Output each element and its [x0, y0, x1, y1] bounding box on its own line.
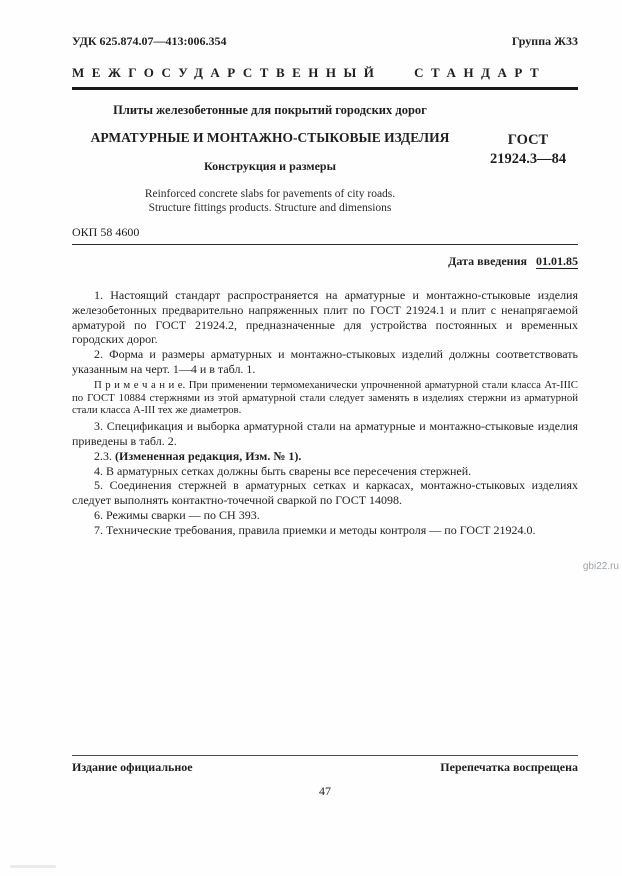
paragraph-note: П р и м е ч а н и е. При применении термомеханически упрочненной арматурной стали класса Ат-IIIС по ГОСТ 10884 стержнями из этой арматурной стали следует заменять в изделиях стержни из арматурной стали класса А-III тех же диаметров. — [72, 378, 578, 417]
title-left-column — [72, 103, 478, 215]
group-code: Группа Ж33 — [511, 34, 578, 48]
footer-notices — [72, 760, 578, 775]
date-label: Дата введения — [448, 254, 527, 268]
document-header — [72, 34, 578, 49]
date-value: 01.01.85 — [536, 254, 578, 268]
document-subtitle: Конструкция и размеры — [204, 159, 336, 173]
english-title-line1: Reinforced concrete slabs for pavements of city roads. — [144, 188, 396, 200]
paragraph-3: 3. Спецификация и выборка арматурной стали на арматурные и монтажно-стыковые изделия приведены в табл. 2. — [72, 419, 578, 448]
scan-artifact — [10, 865, 56, 868]
header-rule — [72, 87, 578, 90]
page-footer — [72, 755, 578, 799]
paragraph-1: 1. Настоящий стандарт распространяется на арматурные и монтажно-стыковые изделия железобетонных предварительно напряженных плит по ГОСТ 21924.1 и плит с ненапрягаемой арматурой по ГОСТ 21924.2, предназначенные для устройства постоянных и временных городских дорог. — [72, 288, 578, 347]
standard-type-heading: МЕЖГОСУДАРСТВЕННЫЙ СТАНДАРТ — [72, 65, 547, 80]
paragraph-2-3 — [72, 449, 578, 464]
paragraph-2-3-number: 2.3. — [94, 448, 115, 463]
introduction-date — [72, 254, 578, 269]
gost-number: 21924.3—84 — [489, 151, 567, 167]
paragraph-2-3-amendment: (Измененная редакция, Изм. № 1). — [115, 448, 302, 463]
reprint-prohibited-label: Перепечатка воспрещена — [440, 760, 578, 774]
document-title: АРМАТУРНЫЕ И МОНТАЖНО-СТЫКОВЫЕ ИЗДЕЛИЯ — [90, 130, 450, 145]
paragraph-4: 4. В арматурных сетках должны быть сварены все пересечения стержней. — [94, 463, 472, 478]
gost-label: ГОСТ — [507, 132, 549, 148]
gost-designation — [478, 103, 578, 215]
page-number: 47 — [319, 784, 331, 798]
paragraph-6: 6. Режимы сварки — по СН 393. — [94, 507, 260, 522]
official-edition-label: Издание официальное — [72, 760, 193, 774]
paragraph-2: 2. Форма и размеры арматурных и монтажно-стыковых изделий должны соответствовать указанным на черт. 1—4 и в табл. 1. — [72, 347, 578, 376]
paragraph-5: 5. Соединения стержней в арматурных сетках и каркасах, монтажно-стыковых изделиях следует выполнять контактно-точечной сваркой по ГОСТ 14098. — [72, 478, 578, 508]
document-body — [72, 288, 578, 538]
paragraph-7: 7. Технические требования, правила приемки и методы контроля — по ГОСТ 21924.0. — [94, 522, 536, 537]
document-subject: Плиты железобетонные для покрытий городских дорог — [113, 103, 427, 117]
udk-code: УДК 625.874.07—413:006.354 — [72, 34, 227, 48]
title-block — [72, 103, 578, 215]
okp-code: ОКП 58 4600 — [72, 225, 578, 245]
english-title — [72, 187, 468, 215]
english-title-line2: Structure fittings products. Structure and dimensions — [148, 202, 392, 214]
page-content — [72, 0, 578, 538]
site-watermark: gbi22.ru — [582, 561, 619, 572]
